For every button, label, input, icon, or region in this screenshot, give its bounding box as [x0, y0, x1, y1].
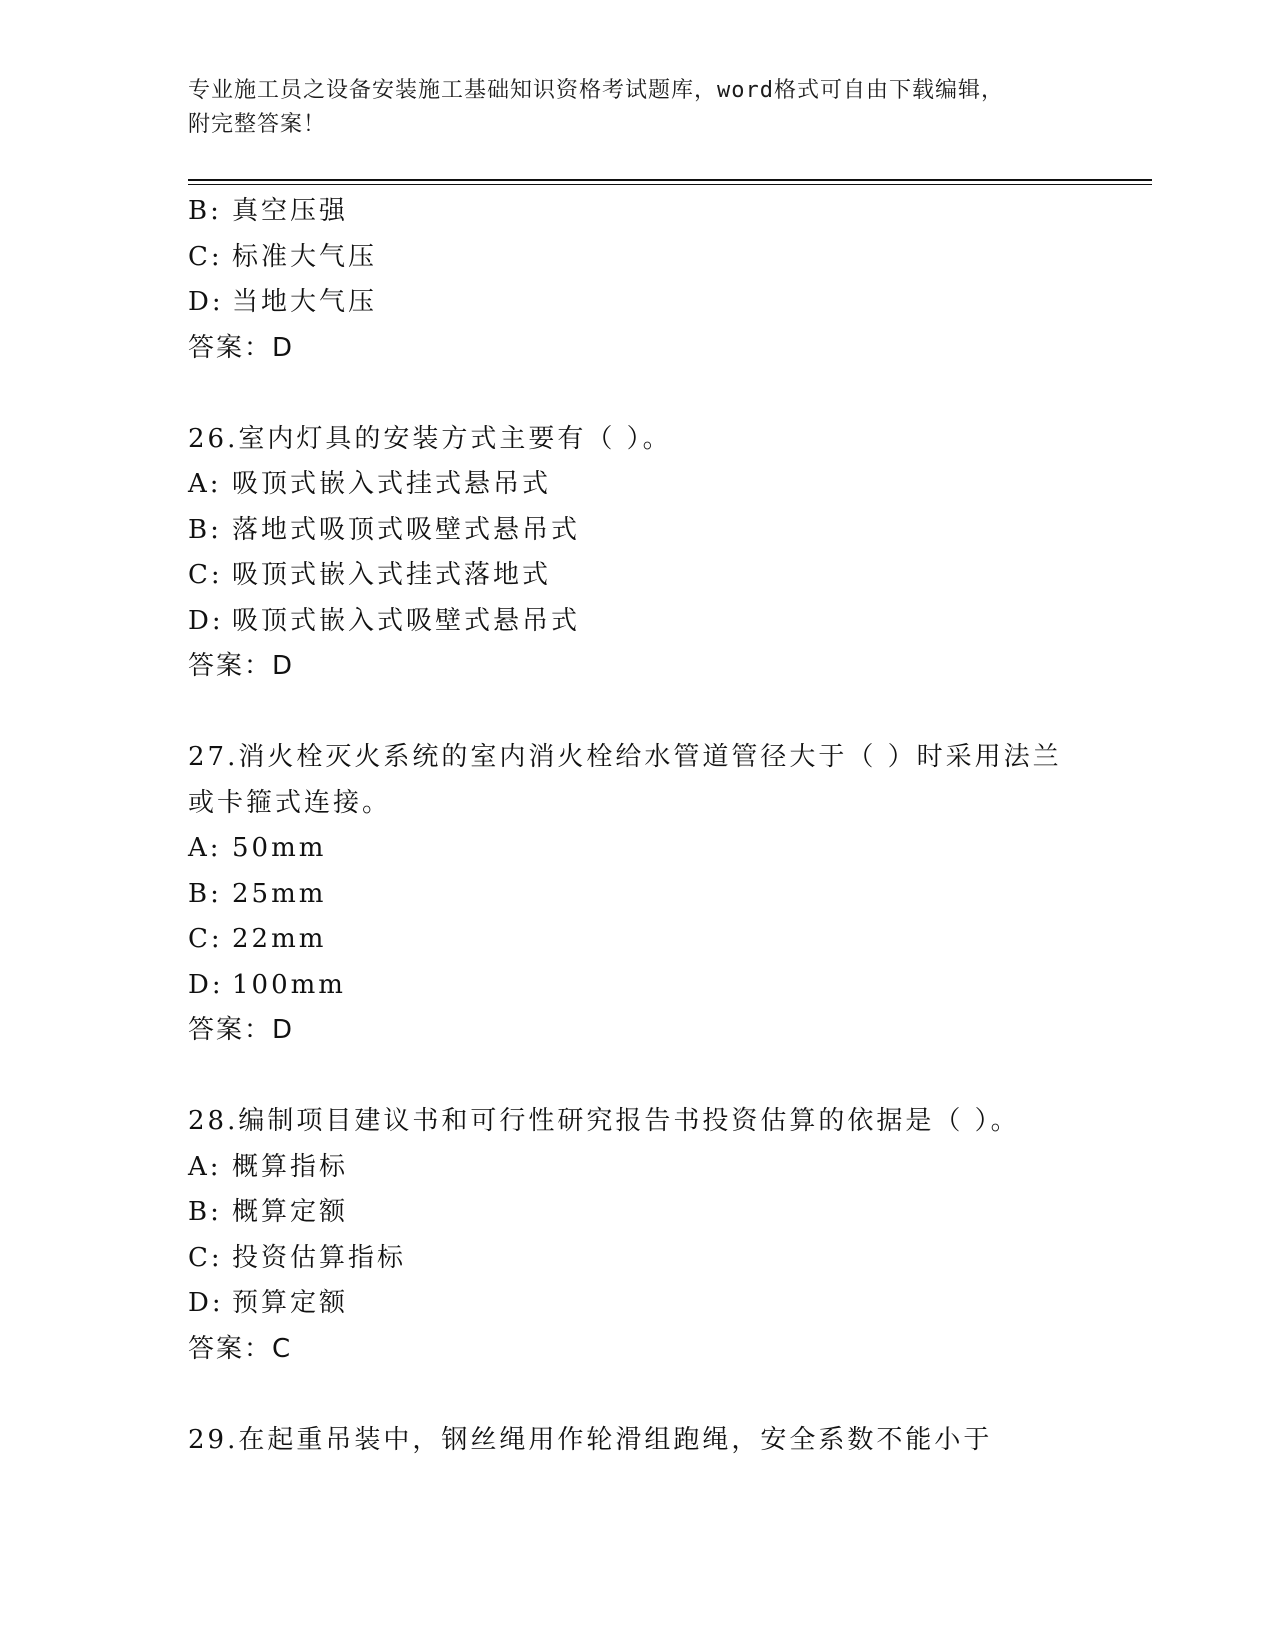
option-letter: C: — [188, 241, 223, 272]
q26-option-a — [188, 462, 1088, 508]
option-letter: A: — [188, 1151, 222, 1182]
q27-stem-line-1: 27.消火栓灭火系统的室内消火栓给水管道管径大于（ ）时采用法兰 — [188, 742, 1062, 772]
q28-option-d — [188, 1281, 1088, 1327]
q26-stem: 26.室内灯具的安装方式主要有（ ）。 — [188, 423, 672, 454]
q26-option-c — [188, 553, 1088, 599]
question-list — [188, 189, 1088, 1463]
option-letter: D: — [188, 605, 224, 636]
option-text: 投资估算指标 — [232, 1242, 407, 1273]
option-letter: C: — [188, 924, 223, 954]
option-text: 100mm — [232, 969, 346, 1000]
answer-value: D — [272, 651, 295, 681]
option-letter: D: — [188, 1288, 224, 1318]
answer-label: 答案： — [188, 1015, 273, 1045]
spacer — [188, 1054, 1088, 1100]
option-letter: B: — [188, 514, 222, 545]
answer-value: D — [272, 332, 295, 363]
option-letter: D: — [188, 287, 224, 317]
spacer — [188, 371, 1088, 417]
option-text: 25mm — [232, 878, 327, 909]
option-letter: C: — [188, 1242, 223, 1273]
header-title-line-2: 附完整答案！ — [188, 112, 327, 137]
q29-stem: 29.在起重吊装中，钢丝绳用作轮滑组跑绳，安全系数不能小于 — [188, 1424, 993, 1455]
q28-option-c — [188, 1236, 1088, 1282]
q25-option-b — [188, 189, 1088, 235]
q27-stem-line-2: 或卡箍式连接。 — [188, 787, 392, 818]
q27-option-a — [188, 826, 1088, 872]
q25-option-d — [188, 280, 1088, 326]
answer-label: 答案： — [188, 332, 273, 363]
answer-value: D — [272, 1015, 295, 1045]
q26-answer — [188, 644, 1088, 690]
q28-option-b — [188, 1190, 1088, 1236]
option-letter: B: — [188, 196, 222, 226]
q28-stem: 28.编制项目建议书和可行性研究报告书投资估算的依据是（ ）。 — [188, 1106, 1020, 1136]
option-letter: D: — [188, 969, 224, 1000]
option-text: 吸顶式嵌入式挂式悬吊式 — [232, 469, 552, 499]
q27-option-b — [188, 872, 1088, 918]
option-text: 真空压强 — [232, 196, 349, 226]
option-text: 预算定额 — [232, 1288, 349, 1318]
q27-option-d — [188, 963, 1088, 1009]
option-letter: A: — [188, 833, 222, 863]
q28-option-a — [188, 1145, 1088, 1191]
q27-answer — [188, 1008, 1088, 1054]
answer-value: C — [272, 1333, 293, 1364]
answer-label: 答案： — [188, 651, 273, 681]
option-letter: B: — [188, 878, 222, 909]
option-letter: B: — [188, 1197, 222, 1227]
option-letter: A: — [188, 469, 222, 499]
header-title-line-1: 专业施工员之设备安装施工基础知识资格考试题库，word格式可自由下载编辑， — [188, 78, 1004, 103]
q26-option-b — [188, 508, 1088, 554]
q25-answer — [188, 326, 1088, 372]
header-divider-thin — [188, 184, 1152, 185]
option-text: 50mm — [232, 833, 327, 863]
option-text: 22mm — [232, 924, 327, 954]
option-text: 吸顶式嵌入式吸壁式悬吊式 — [232, 605, 581, 636]
option-letter: C: — [188, 560, 223, 590]
spacer — [188, 1372, 1088, 1418]
header-divider-thick — [188, 179, 1152, 181]
option-text: 标准大气压 — [232, 241, 378, 272]
answer-label: 答案： — [188, 1333, 273, 1364]
q28-answer — [188, 1327, 1088, 1373]
option-text: 吸顶式嵌入式挂式落地式 — [232, 560, 552, 590]
document-header — [188, 74, 1068, 142]
spacer — [188, 690, 1088, 736]
option-text: 概算定额 — [232, 1197, 349, 1227]
option-text: 概算指标 — [232, 1151, 349, 1182]
q26-option-d — [188, 599, 1088, 645]
q25-option-c — [188, 235, 1088, 281]
option-text: 当地大气压 — [232, 287, 378, 317]
q27-option-c — [188, 917, 1088, 963]
option-text: 落地式吸顶式吸壁式悬吊式 — [232, 514, 581, 545]
